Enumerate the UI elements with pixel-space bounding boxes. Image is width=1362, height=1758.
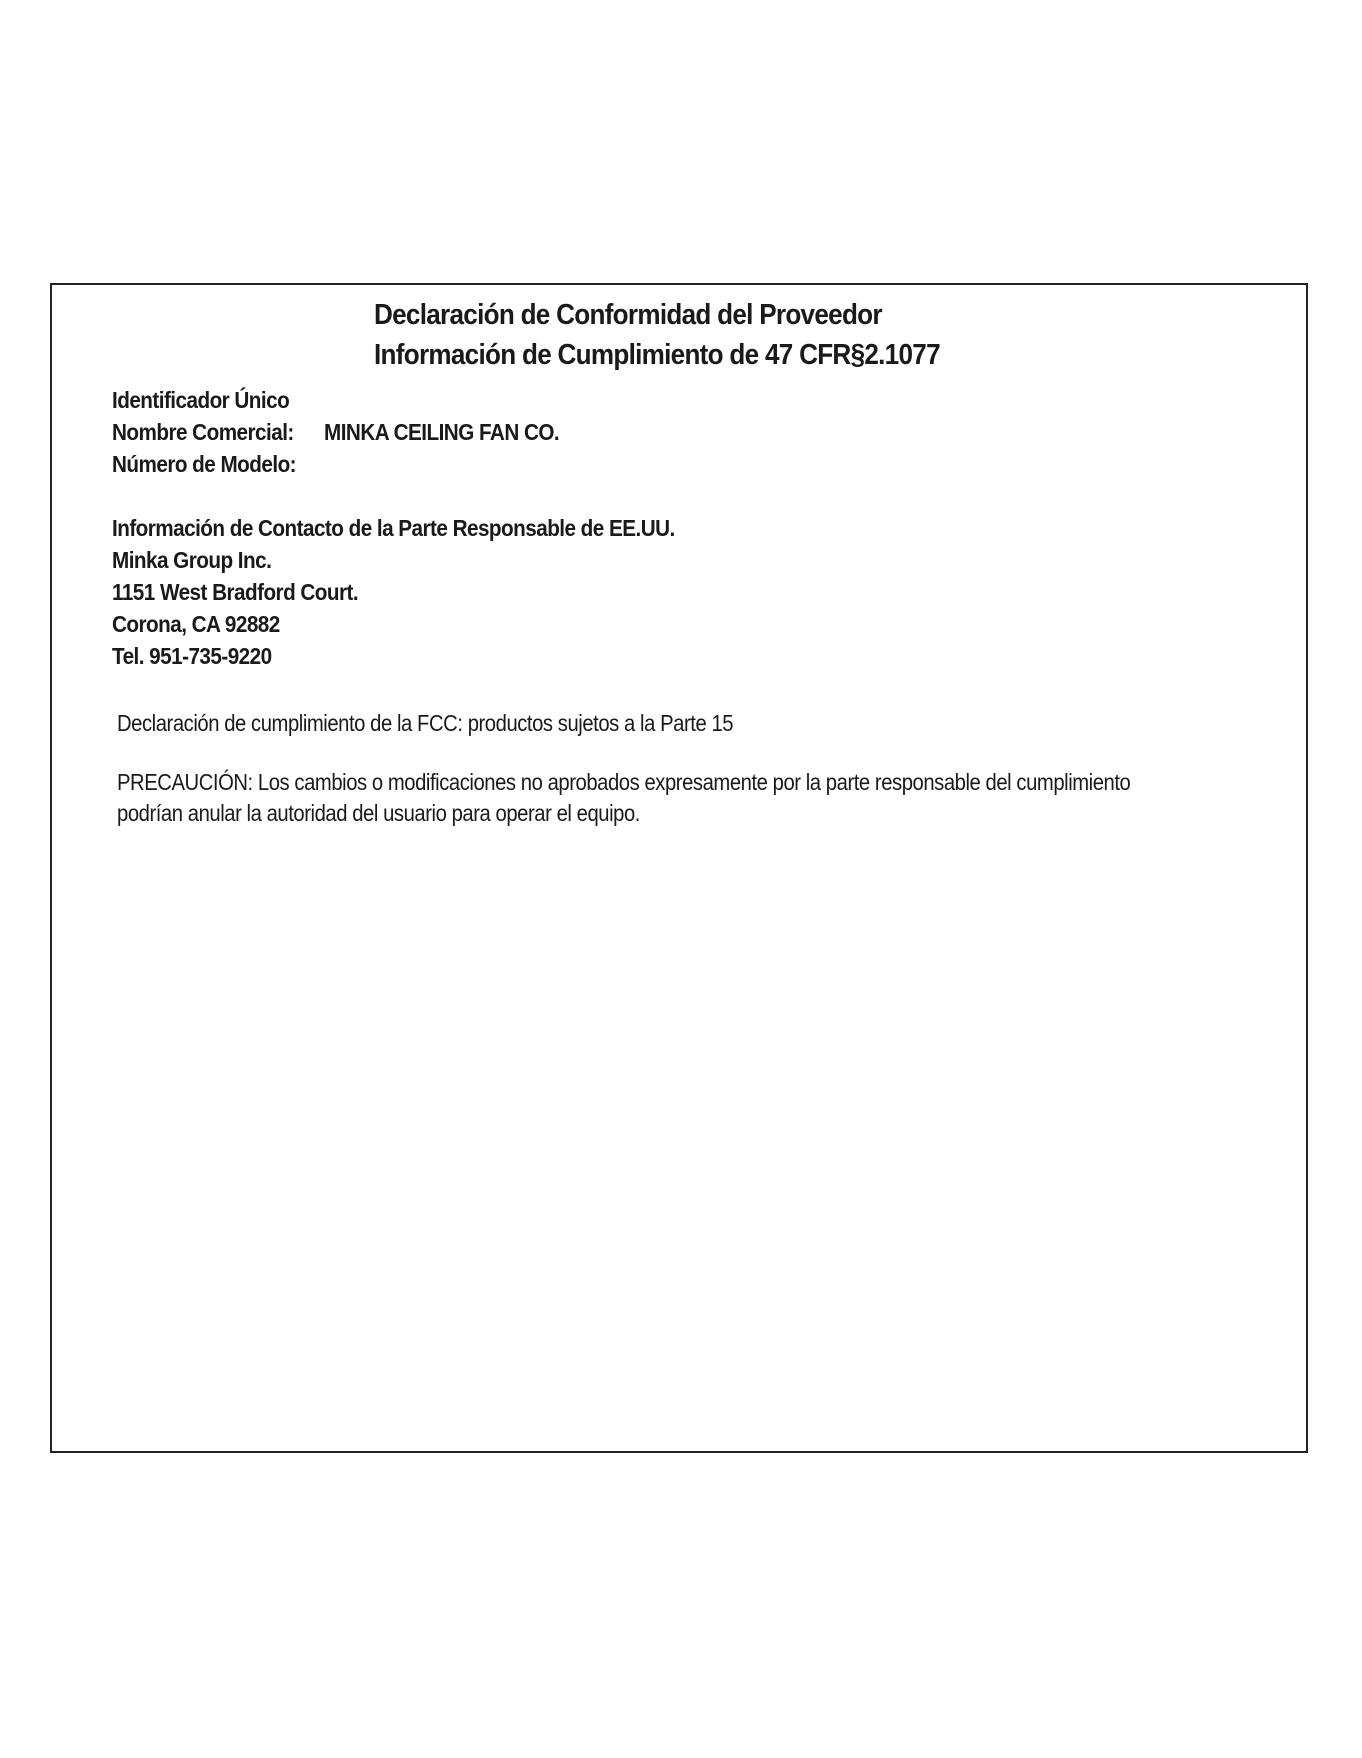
contact-phone: Tel. 951-735-9220	[112, 643, 272, 669]
declaration-box	[50, 283, 1308, 1453]
trade-name-label: Nombre Comercial:	[112, 419, 294, 445]
fcc-statement: Declaración de cumplimiento de la FCC: productos sujetos a la Parte 15	[117, 710, 734, 736]
trade-name-value: MINKA CEILING FAN CO.	[324, 419, 560, 445]
contact-heading: Información de Contacto de la Parte Responsable de EE.UU.	[112, 515, 675, 541]
contact-company: Minka Group Inc.	[112, 547, 272, 573]
caution-line-2: podrían anular la autoridad del usuario para operar el equipo.	[117, 800, 640, 826]
contact-street: 1151 West Bradford Court.	[112, 579, 359, 605]
contact-city: Corona, CA 92882	[112, 611, 280, 637]
declaration-title: Declaración de Conformidad del Proveedor	[374, 299, 882, 331]
model-number-label: Número de Modelo:	[112, 451, 297, 477]
unique-id-label: Identificador Único	[112, 387, 290, 413]
compliance-subtitle: Información de Cumplimiento de 47 CFR§2.1077	[374, 339, 940, 371]
caution-line-1: PRECAUCIÓN: Los cambios o modificaciones no aprobados expresamente por la parte responsable del cumplimiento	[117, 769, 1131, 795]
